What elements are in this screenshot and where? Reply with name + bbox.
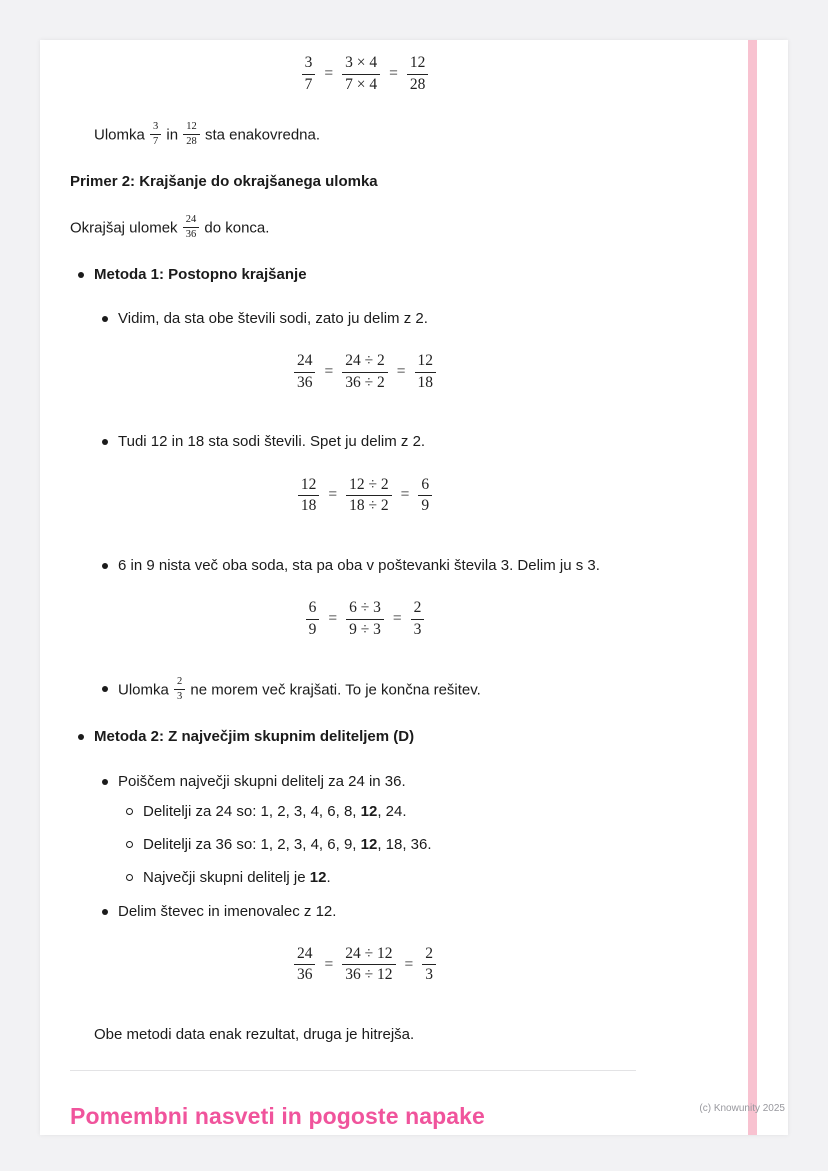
fraction-denominator: 3 — [177, 691, 183, 703]
text-run: Ulomka — [118, 681, 174, 699]
text-run: Okrajšaj ulomek — [70, 219, 182, 237]
math-formula — [70, 352, 660, 392]
sublist-item — [70, 677, 718, 704]
sublist-item — [70, 770, 718, 793]
subsublist-item — [70, 833, 718, 856]
fraction — [418, 476, 432, 516]
fraction-numerator: 3 × 4 — [342, 54, 380, 75]
math-operator: = — [392, 609, 402, 627]
fraction-denominator: 3 — [413, 620, 422, 638]
text-run: in — [162, 126, 183, 144]
fraction-numerator: 6 ÷ 3 — [346, 599, 384, 620]
math-formula — [70, 599, 660, 639]
text-run: Delim števec in imenovalec z 12. — [118, 902, 337, 920]
body-paragraph — [70, 1023, 718, 1046]
pink-ribbon — [748, 40, 757, 1135]
bullet-icon — [102, 563, 108, 569]
text-run: Delitelji za 24 so: 1, 2, 3, 4, 6, 8, — [143, 802, 361, 820]
fraction — [422, 945, 436, 985]
fraction — [346, 599, 384, 639]
list-item — [70, 263, 718, 286]
fraction-denominator: 36 ÷ 2 — [345, 373, 385, 391]
fraction — [342, 352, 388, 392]
body-paragraph — [70, 122, 718, 149]
bullet-icon — [102, 439, 108, 445]
fraction-numerator: 24 ÷ 12 — [342, 945, 395, 966]
text-run: , 18, 36. — [377, 836, 432, 854]
text-run: sta enakovredna. — [200, 126, 321, 144]
list-item-text — [118, 430, 425, 453]
math-operator: = — [324, 362, 334, 380]
fraction — [415, 352, 437, 392]
fraction-denominator: 9 — [421, 497, 430, 515]
sublist-item — [70, 900, 718, 923]
text-run: Vidim, da sta obe števili sodi, zato ju delim z 2. — [118, 309, 428, 327]
fraction — [306, 599, 320, 639]
math-operator: = — [328, 609, 338, 627]
math-operator: = — [324, 955, 334, 973]
list-item-text — [118, 307, 428, 330]
subsublist-item — [70, 866, 718, 889]
math-operator: = — [328, 486, 338, 504]
fraction-numerator: 12 — [407, 54, 429, 75]
body-paragraph — [70, 170, 718, 193]
fraction-denominator: 9 — [308, 620, 317, 638]
list-item-text — [94, 263, 307, 286]
list-item-text — [118, 677, 481, 704]
text-run: 6 in 9 nista več oba soda, sta pa oba v poštevanki števila 3. Delim ju s 3. — [118, 556, 600, 574]
fraction-numerator: 6 — [418, 476, 432, 497]
bullet-icon — [78, 272, 84, 278]
fraction-denominator: 18 — [300, 497, 317, 515]
fraction-numerator: 2 — [411, 599, 425, 620]
fraction — [183, 214, 200, 241]
fraction-numerator: 2 — [174, 676, 185, 690]
fraction-numerator: 2 — [422, 945, 436, 966]
fraction-denominator: 36 — [185, 228, 197, 240]
sublist-item — [70, 307, 718, 330]
text-run: . — [326, 869, 331, 887]
fraction — [294, 352, 316, 392]
math-operator: = — [400, 486, 410, 504]
list-item-text — [118, 900, 336, 923]
fraction-numerator: 3 — [150, 121, 161, 135]
fraction-numerator: 12 — [183, 121, 200, 135]
list-item-text — [94, 725, 414, 748]
fraction-denominator: 18 — [417, 373, 433, 391]
bullet-icon — [102, 779, 108, 785]
text-run: ne morem več krajšati. To je končna rešitev. — [186, 681, 481, 699]
math-operator: = — [404, 955, 414, 973]
math-formula — [70, 476, 660, 516]
section-title — [70, 1099, 718, 1135]
fraction-denominator: 7 × 4 — [345, 75, 378, 93]
bullet-icon — [102, 316, 108, 322]
fraction-denominator: 28 — [409, 75, 426, 93]
fraction — [342, 945, 395, 985]
fraction — [407, 54, 429, 94]
math-formula — [70, 945, 660, 985]
math-operator: = — [396, 362, 406, 380]
bold-text-run: 12 — [360, 802, 378, 820]
math-formula — [70, 54, 660, 94]
body-paragraph — [70, 215, 718, 242]
fraction — [342, 54, 380, 94]
circle-bullet-icon — [126, 874, 133, 881]
watermark: (c) Knowunity 2025 — [699, 1103, 785, 1114]
fraction-numerator: 24 — [294, 352, 316, 373]
fraction-denominator: 36 — [296, 373, 313, 391]
circle-bullet-icon — [126, 841, 133, 848]
bold-text-run: 12 — [360, 836, 378, 854]
text-run: Obe metodi data enak rezultat, druga je hitrejša. — [94, 1026, 415, 1044]
list-item-text — [118, 770, 406, 793]
document-page — [40, 40, 788, 1135]
fraction-numerator: 12 — [298, 476, 320, 497]
math-operator: = — [324, 64, 334, 82]
math-operator: = — [389, 64, 398, 82]
circle-bullet-icon — [126, 808, 133, 815]
fraction-numerator: 12 ÷ 2 — [346, 476, 392, 497]
text-run: Največji skupni delitelj je — [143, 869, 310, 887]
section-divider — [70, 1070, 636, 1071]
fraction — [174, 676, 185, 703]
fraction-denominator: 9 ÷ 3 — [349, 620, 381, 638]
document-content — [70, 54, 718, 1135]
text-run: Tudi 12 in 18 sta sodi števili. Spet ju delim z 2. — [118, 433, 426, 451]
text-run: Ulomka — [94, 126, 150, 144]
fraction — [183, 121, 200, 148]
fraction-numerator: 3 — [302, 54, 316, 75]
fraction — [302, 54, 316, 94]
fraction — [298, 476, 320, 516]
list-item-text — [143, 800, 407, 823]
bullet-icon — [102, 909, 108, 915]
fraction-denominator: 28 — [186, 136, 197, 148]
list-item-text — [143, 866, 331, 889]
bullet-icon — [78, 734, 84, 740]
fraction-numerator: 6 — [306, 599, 320, 620]
text-run: Delitelji za 36 so: 1, 2, 3, 4, 6, 9, — [143, 836, 361, 854]
fraction-numerator: 24 — [183, 214, 200, 228]
bold-text-run: Primer 2: Krajšanje do okrajšanega ulomka — [70, 173, 378, 191]
text-run: , 24. — [377, 802, 407, 820]
fraction-denominator: 7 — [304, 75, 313, 93]
bullet-icon — [102, 686, 108, 692]
fraction-denominator: 7 — [153, 136, 159, 148]
fraction-numerator: 24 ÷ 2 — [342, 352, 388, 373]
bold-text-run: Metoda 2: Z največjim skupnim deliteljem (D) — [94, 728, 415, 746]
text-run: Poiščem največji skupni delitelj za 24 in 36. — [118, 772, 406, 790]
sublist-item — [70, 554, 718, 577]
fraction-denominator: 36 ÷ 12 — [345, 966, 393, 984]
list-item-text — [143, 833, 432, 856]
sublist-item — [70, 430, 718, 453]
fraction-numerator: 12 — [415, 352, 437, 373]
fraction-denominator: 3 — [425, 966, 433, 984]
bold-text-run: 12 — [309, 869, 327, 887]
fraction-numerator: 24 — [294, 945, 316, 966]
list-item — [70, 725, 718, 748]
fraction — [150, 121, 161, 148]
fraction — [411, 599, 425, 639]
text-run: Pomembni nasveti in pogoste napake — [70, 1103, 485, 1130]
fraction — [346, 476, 392, 516]
fraction — [294, 945, 316, 985]
subsublist-item — [70, 800, 718, 823]
fraction-denominator: 36 — [296, 966, 313, 984]
list-item-text — [118, 554, 600, 577]
fraction-denominator: 18 ÷ 2 — [349, 497, 389, 515]
bold-text-run: Metoda 1: Postopno krajšanje — [94, 265, 307, 283]
text-run: do konca. — [200, 219, 270, 237]
